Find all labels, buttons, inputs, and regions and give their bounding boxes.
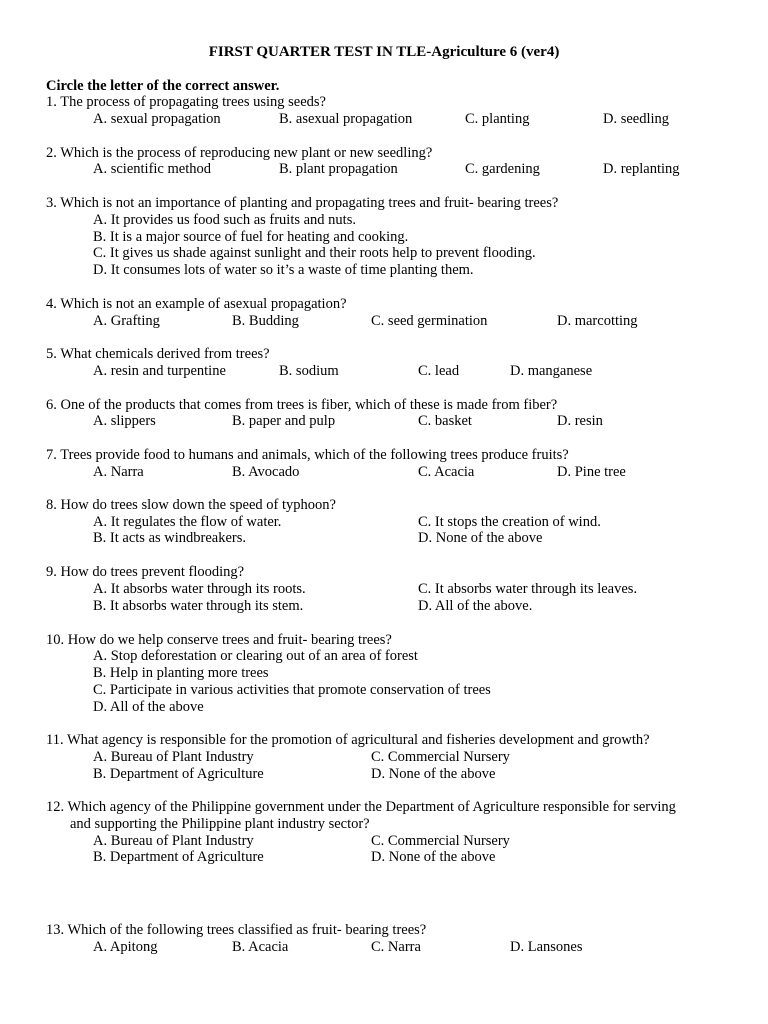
q3-option-d[interactable]: D. It consumes lots of water so it’s a waste of time planting them. <box>93 262 474 278</box>
q8-option-d[interactable]: D. None of the above <box>418 530 543 546</box>
q7-option-a[interactable]: A. Narra <box>93 464 144 480</box>
question-2: 2. Which is the process of reproducing new plant or new seedling? <box>46 145 433 161</box>
q13-option-d[interactable]: D. Lansones <box>510 939 583 955</box>
q5-option-b[interactable]: B. sodium <box>279 363 339 379</box>
q9-option-b[interactable]: B. It absorbs water through its stem. <box>93 598 304 614</box>
q8-option-a[interactable]: A. It regulates the flow of water. <box>93 514 282 530</box>
question-6: 6. One of the products that comes from trees is fiber, which of these is made from fiber? <box>46 397 558 413</box>
question-1: 1. The process of propagating trees using seeds? <box>46 94 326 110</box>
question-4: 4. Which is not an example of asexual propagation? <box>46 296 347 312</box>
q10-option-d[interactable]: D. All of the above <box>93 699 204 715</box>
question-8: 8. How do trees slow down the speed of typhoon? <box>46 497 336 513</box>
page-title: FIRST QUARTER TEST IN TLE-Agriculture 6 (ver4) <box>208 44 560 60</box>
q8-option-c[interactable]: C. It stops the creation of wind. <box>418 514 601 530</box>
q5-option-d[interactable]: D. manganese <box>510 363 593 379</box>
question-7: 7. Trees provide food to humans and animals, which of the following trees produce fruits? <box>46 447 569 463</box>
instructions: Circle the letter of the correct answer. <box>46 78 280 94</box>
question-10: 10. How do we help conserve trees and fruit- bearing trees? <box>46 632 392 648</box>
q4-option-c[interactable]: C. seed germination <box>371 313 488 329</box>
q12-option-a[interactable]: A. Bureau of Plant Industry <box>93 833 254 849</box>
q3-option-a[interactable]: A. It provides us food such as fruits and nuts. <box>93 212 356 228</box>
q2-option-b[interactable]: B. plant propagation <box>279 161 398 177</box>
q4-option-a[interactable]: A. Grafting <box>93 313 160 329</box>
q10-option-a[interactable]: A. Stop deforestation or clearing out of an area of forest <box>93 648 418 664</box>
q13-option-b[interactable]: B. Acacia <box>232 939 289 955</box>
question-9: 9. How do trees prevent flooding? <box>46 564 245 580</box>
q13-option-a[interactable]: A. Apitong <box>93 939 158 955</box>
q11-option-c[interactable]: C. Commercial Nursery <box>371 749 510 765</box>
q6-option-a[interactable]: A. slippers <box>93 413 156 429</box>
q8-option-b[interactable]: B. It acts as windbreakers. <box>93 530 247 546</box>
q11-option-a[interactable]: A. Bureau of Plant Industry <box>93 749 254 765</box>
q1-option-b[interactable]: B. asexual propagation <box>279 111 413 127</box>
question-11: 11. What agency is responsible for the promotion of agricultural and fisheries development and growth? <box>46 732 650 748</box>
q9-option-d[interactable]: D. All of the above. <box>418 598 533 614</box>
q1-option-d[interactable]: D. seedling <box>603 111 670 127</box>
q12-option-b[interactable]: B. Department of Agriculture <box>93 849 264 865</box>
q2-option-d[interactable]: D. replanting <box>603 161 680 177</box>
q12-option-d[interactable]: D. None of the above <box>371 849 496 865</box>
q6-option-b[interactable]: B. paper and pulp <box>232 413 336 429</box>
q2-option-c[interactable]: C. gardening <box>465 161 540 177</box>
q7-option-b[interactable]: B. Avocado <box>232 464 300 480</box>
q1-option-c[interactable]: C. planting <box>465 111 530 127</box>
q5-option-c[interactable]: C. lead <box>418 363 460 379</box>
question-12-continued: and supporting the Philippine plant industry sector? <box>70 816 370 832</box>
q4-option-d[interactable]: D. marcotting <box>557 313 638 329</box>
q12-option-c[interactable]: C. Commercial Nursery <box>371 833 510 849</box>
q9-option-c[interactable]: C. It absorbs water through its leaves. <box>418 581 638 597</box>
q7-option-c[interactable]: C. Acacia <box>418 464 475 480</box>
q1-option-a[interactable]: A. sexual propagation <box>93 111 221 127</box>
q5-option-a[interactable]: A. resin and turpentine <box>93 363 226 379</box>
q6-option-c[interactable]: C. basket <box>418 413 472 429</box>
q3-option-c[interactable]: C. It gives us shade against sunlight and their roots help to prevent flooding. <box>93 245 536 261</box>
q6-option-d[interactable]: D. resin <box>557 413 603 429</box>
q4-option-b[interactable]: B. Budding <box>232 313 299 329</box>
question-12: 12. Which agency of the Philippine government under the Department of Agriculture responsible for serving <box>46 799 676 815</box>
q11-option-d[interactable]: D. None of the above <box>371 766 496 782</box>
q13-option-c[interactable]: C. Narra <box>371 939 421 955</box>
q7-option-d[interactable]: D. Pine tree <box>557 464 626 480</box>
q3-option-b[interactable]: B. It is a major source of fuel for heating and cooking. <box>93 229 409 245</box>
q10-option-c[interactable]: C. Participate in various activities that promote conservation of trees <box>93 682 491 698</box>
question-5: 5. What chemicals derived from trees? <box>46 346 270 362</box>
q2-option-a[interactable]: A. scientific method <box>93 161 211 177</box>
question-3: 3. Which is not an importance of planting and propagating trees and fruit- bearing trees? <box>46 195 559 211</box>
question-13: 13. Which of the following trees classified as fruit- bearing trees? <box>46 922 427 938</box>
q10-option-b[interactable]: B. Help in planting more trees <box>93 665 269 681</box>
q9-option-a[interactable]: A. It absorbs water through its roots. <box>93 581 306 597</box>
q11-option-b[interactable]: B. Department of Agriculture <box>93 766 264 782</box>
